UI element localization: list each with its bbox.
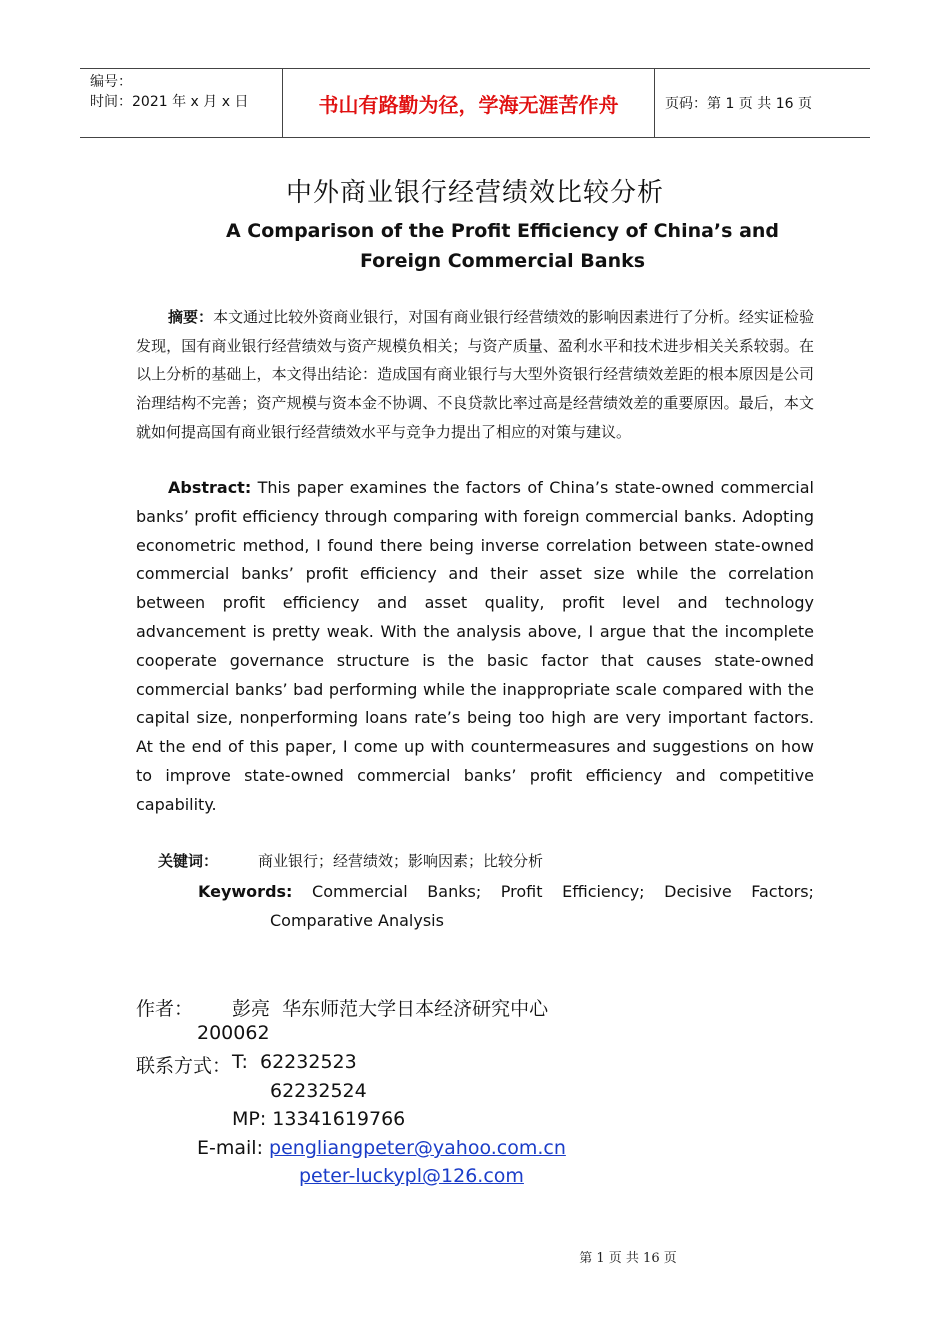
tel-number-2: 62232524 (270, 1080, 367, 1102)
tel-label: T: (232, 1051, 248, 1073)
keyword-word: Profit (500, 882, 543, 901)
document-header (80, 68, 870, 138)
author-label: 作者： (136, 998, 194, 1020)
title-english-line2: Foreign Commercial Banks (359, 250, 646, 272)
title-chinese: 中外商业银行经营绩效比较分析 (285, 178, 664, 208)
author-postcode: 200062 (197, 1022, 270, 1044)
keyword-word: Efficiency; (562, 882, 645, 901)
keyword-word: Factors; (751, 882, 814, 901)
keywords-english (198, 877, 814, 935)
email-label: E-mail: (197, 1137, 263, 1159)
header-meta (80, 69, 282, 137)
date-label: 时间：2021 年 x 月 x 日 (90, 94, 249, 110)
author-line (232, 994, 548, 1021)
email-row (197, 1137, 566, 1159)
email-row-2 (299, 1165, 524, 1187)
title-english (200, 216, 805, 276)
abstract-english-text: This paper examines the factors of China’s state-owned commercial banks’ profit efficiency through comparing with foreign commercial banks. Adopting econometric method, I found there being inverse correlation between state-owned commercial banks’ profit efficiency and their asset size while the correlation between profit efficiency and asset quality, profit level and technology advancement is pretty weak. With the analysis above, I argue that the incomplete cooperate governance structure is the basic factor that causes state-owned commercial banks’ bad performing while the inappropriate scale compared with the capital size, nonperforming loans rate’s being too high are very important factors. At the end of this paper, I come up with countermeasures and suggestions on how to improve state-owned commercial banks’ profit efficiency and competitive capability. (136, 478, 815, 814)
contact-label: 联系方式： (136, 1055, 232, 1077)
abstract-english (136, 474, 814, 820)
abstract-english-label: Abstract: (168, 478, 252, 497)
tel-number-1: 62232523 (260, 1051, 357, 1073)
abstract-chinese-text: 本文通过比较外资商业银行，对国有商业银行经营绩效的影响因素进行了分析。经实证检验发现，国有商业银行经营绩效与资产规模负相关；与资产质量、盈利水平和技术进步相关关系较弱。在以上分析的基础上，本文得出结论：造成国有商业银行与大型外资银行经营绩效差距的根本原因是公司治理结构不完善；资产规模与资本金不协调、不良贷款比率过高是经营绩效差的重要原因。最后，本文就如何提高国有商业银行经营绩效水平与竞争力提出了相应的对策与建议。 (136, 308, 814, 441)
keywords-chinese (158, 850, 544, 871)
keyword-word: Commercial (312, 882, 408, 901)
keywords-english-line2: Comparative Analysis (270, 911, 444, 930)
author-name: 彭亮 (232, 998, 271, 1020)
keywords-english-label: Keywords: (198, 882, 293, 901)
abstract-chinese (136, 303, 814, 447)
title-english-line1: A Comparison of the Profit Efficiency of China’s and (225, 220, 780, 242)
mobile-number: MP: 13341619766 (232, 1108, 406, 1130)
abstract-chinese-label: 摘要： (168, 308, 214, 326)
page-footer: 第 1 页 共 16 页 (579, 1251, 677, 1266)
header-motto: 书山有路勤为径，学海无涯苦作舟 (282, 69, 655, 137)
keyword-word: Banks; (427, 882, 482, 901)
number-label: 编号： (90, 74, 132, 90)
header-page-info: 页码：第 1 页 共 16 页 (665, 96, 812, 112)
email-link-2[interactable]: peter-luckypl@126.com (299, 1165, 524, 1187)
email-link-1[interactable]: pengliangpeter@yahoo.com.cn (269, 1137, 566, 1159)
keywords-chinese-value: 商业银行；经营绩效；影响因素；比较分析 (258, 852, 544, 870)
keywords-chinese-label: 关键词： (158, 852, 219, 870)
author-organization: 华东师范大学日本经济研究中心 (282, 998, 549, 1020)
keyword-word: Decisive (664, 882, 732, 901)
